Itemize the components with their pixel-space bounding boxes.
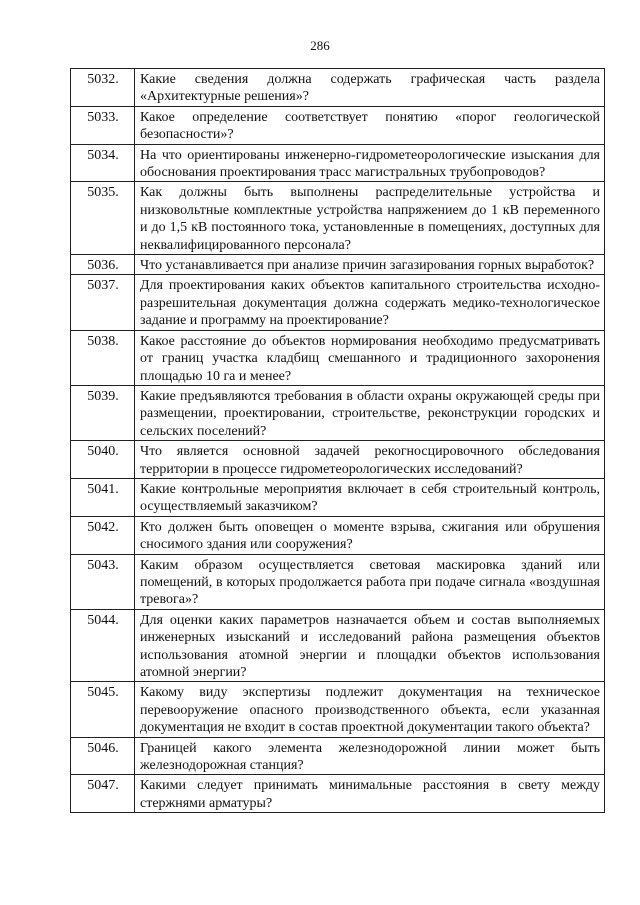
question-number: 5033. [71, 106, 135, 144]
question-text: Какими следует принимать минимальные расстояния в свету между стержнями арматуры? [135, 775, 605, 813]
question-number: 5034. [71, 144, 135, 182]
question-number: 5045. [71, 682, 135, 737]
question-number: 5039. [71, 385, 135, 440]
question-number: 5043. [71, 554, 135, 609]
question-number: 5036. [71, 255, 135, 275]
question-number: 5037. [71, 275, 135, 330]
question-row [71, 255, 605, 275]
question-text: Какие предъявляются требования в области охраны окружающей среды при размещении, проектировании, строительстве, реконструкции городских и сельских поселений? [135, 385, 605, 440]
question-row [71, 775, 605, 813]
question-row [71, 69, 605, 107]
question-number: 5044. [71, 609, 135, 682]
question-text: Какое расстояние до объектов нормирования необходимо предусматривать от границ участка кладбищ смешанного и традиционного захоронения площадью 10 га и менее? [135, 330, 605, 385]
question-number: 5032. [71, 69, 135, 107]
questions-table [70, 68, 605, 813]
question-row [71, 441, 605, 479]
question-text: Какие контрольные мероприятия включает в себя строительный контроль, осуществляемый заказчиком? [135, 478, 605, 516]
question-text: Что устанавливается при анализе причин загазирования горных выработок? [135, 255, 605, 275]
question-row [71, 554, 605, 609]
question-text: Какие сведения должна содержать графическая часть раздела «Архитектурные решения»? [135, 69, 605, 107]
question-text: Как должны быть выполнены распределительные устройства и низковольтные комплектные устройства напряжением до 1 кВ переменного и до 1,5 кВ постоянного тока, установленные в помещениях, доступных для неквалифицированного персонала? [135, 182, 605, 255]
question-number: 5038. [71, 330, 135, 385]
question-number: 5041. [71, 478, 135, 516]
question-row [71, 275, 605, 330]
question-row [71, 106, 605, 144]
question-text: Какому виду экспертизы подлежит документация на техническое перевооружение опасного производственного объекта, если указанная документация не входит в состав проектной документации такого объекта? [135, 682, 605, 737]
page-number: 286 [310, 38, 330, 53]
question-row [71, 144, 605, 182]
questions-table-body [71, 69, 605, 813]
question-number: 5047. [71, 775, 135, 813]
question-row [71, 385, 605, 440]
question-text: Какое определение соответствует понятию «порог геологической безопасности»? [135, 106, 605, 144]
question-text: Кто должен быть оповещен о моменте взрыва, сжигания или обрушения сносимого здания или сооружения? [135, 516, 605, 554]
question-text: Каким образом осуществляется световая маскировка зданий или помещений, в которых продолжается работа при подаче сигнала «воздушная тревога»? [135, 554, 605, 609]
question-number: 5035. [71, 182, 135, 255]
question-text: Что является основной задачей рекогносцировочного обследования территории в процессе гидрометеорологических исследований? [135, 441, 605, 479]
question-row [71, 516, 605, 554]
question-text: Для оценки каких параметров назначается объем и состав выполняемых инженерных изысканий и исследований района размещения объектов использования атомной энергии и площадки объектов использования атомной энергии? [135, 609, 605, 682]
question-text: Границей какого элемента железнодорожной линии может быть железнодорожная станция? [135, 737, 605, 775]
question-number: 5040. [71, 441, 135, 479]
question-row [71, 737, 605, 775]
question-row [71, 478, 605, 516]
question-text: Для проектирования каких объектов капитального строительства исходно-разрешительная документация должна содержать медико-технологическое задание и программу на проектирование? [135, 275, 605, 330]
question-number: 5046. [71, 737, 135, 775]
question-row [71, 182, 605, 255]
question-row [71, 682, 605, 737]
question-text: На что ориентированы инженерно-гидрометеорологические изыскания для обоснования проектирования трасс магистральных трубопроводов? [135, 144, 605, 182]
question-row [71, 330, 605, 385]
question-number: 5042. [71, 516, 135, 554]
question-row [71, 609, 605, 682]
